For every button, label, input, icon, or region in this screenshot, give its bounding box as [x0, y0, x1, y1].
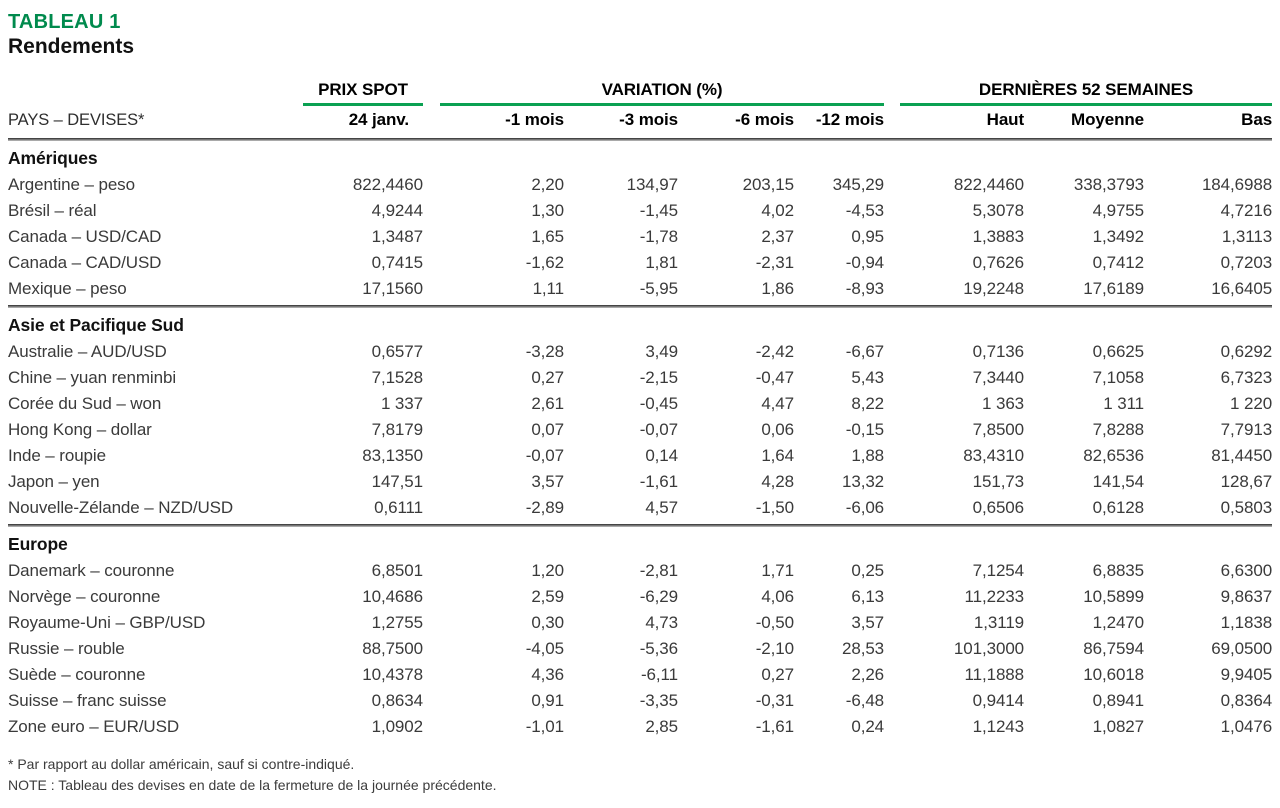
variation-value: 3,57	[531, 471, 564, 491]
group-gap	[423, 495, 440, 521]
variation-value: -1,50	[755, 497, 794, 517]
divider-rule	[8, 305, 1272, 308]
col-header-haut: Haut	[986, 109, 1025, 129]
variation-value: 1,81	[645, 252, 678, 272]
spot-value: 1,0902	[371, 716, 423, 736]
col-header-3-mois: -3 mois	[619, 109, 678, 129]
range-value: 6,7323	[1220, 367, 1273, 387]
section-header-row	[8, 311, 1272, 339]
variation-value: -2,42	[755, 341, 794, 361]
group-gap	[423, 584, 440, 610]
variation-value: -2,89	[525, 497, 564, 517]
variation-value: 0,06	[761, 419, 794, 439]
country-label: Brésil – réal	[8, 200, 97, 220]
group-gap	[884, 224, 900, 250]
range-value: 7,8288	[1092, 419, 1145, 439]
table-row	[8, 558, 1272, 584]
range-value: 0,6506	[972, 497, 1025, 517]
table-row	[8, 250, 1272, 276]
spot-value: 1,3487	[371, 226, 423, 246]
column-header-row	[8, 105, 1272, 135]
range-value: 0,7203	[1220, 252, 1273, 272]
range-value: 128,67	[1220, 471, 1273, 491]
range-value: 1,3492	[1092, 226, 1145, 246]
col-header-1-mois: -1 mois	[505, 109, 564, 129]
group-gap	[884, 339, 900, 365]
group-gap	[423, 276, 440, 302]
group-gap	[423, 688, 440, 714]
group-gap	[423, 714, 440, 740]
group-gap	[884, 443, 900, 469]
variation-value: 4,57	[645, 497, 678, 517]
variation-value: 1,30	[531, 200, 564, 220]
range-value: 9,8637	[1220, 586, 1273, 606]
variation-value: 345,29	[832, 174, 885, 194]
section-header-row	[8, 144, 1272, 172]
spot-value: 0,6111	[374, 497, 423, 517]
table-row	[8, 714, 1272, 740]
variation-value: -0,31	[755, 690, 794, 710]
range-value: 86,7594	[1083, 638, 1145, 658]
group-52-semaines: DERNIÈRES 52 SEMAINES	[900, 74, 1272, 105]
country-label: Nouvelle-Zélande – NZD/USD	[8, 497, 234, 517]
table-body	[8, 135, 1272, 740]
group-gap	[423, 558, 440, 584]
group-gap	[884, 365, 900, 391]
range-value: 1,0827	[1092, 716, 1145, 736]
page-subtitle: Rendements	[8, 35, 135, 58]
col-header-12-mois: -12 mois	[815, 109, 885, 129]
country-label: Hong Kong – dollar	[8, 419, 152, 439]
table-row	[8, 662, 1272, 688]
variation-value: -1,78	[639, 226, 678, 246]
country-label: Canada – CAD/USD	[8, 252, 162, 272]
variation-value: 1,11	[532, 278, 564, 298]
country-label: Canada – USD/CAD	[8, 226, 162, 246]
group-gap	[423, 662, 440, 688]
range-value: 0,6128	[1092, 497, 1145, 517]
range-value: 10,6018	[1083, 664, 1145, 684]
variation-value: -0,07	[525, 445, 564, 465]
variation-value: 0,14	[645, 445, 678, 465]
section-divider-cell	[8, 135, 1272, 144]
country-label: Argentine – peso	[8, 174, 135, 194]
variation-value: -6,11	[641, 664, 678, 684]
table-row	[8, 443, 1272, 469]
table-row	[8, 417, 1272, 443]
range-value: 0,5803	[1220, 497, 1273, 517]
range-value: 4,9755	[1092, 200, 1145, 220]
range-value: 17,6189	[1083, 278, 1145, 298]
range-value: 0,7136	[972, 341, 1025, 361]
section-divider-row	[8, 521, 1272, 530]
variation-value: 0,07	[531, 419, 564, 439]
range-value: 6,8835	[1092, 560, 1145, 580]
country-label: Zone euro – EUR/USD	[8, 716, 180, 736]
col-header-moyenne: Moyenne	[1071, 109, 1145, 129]
range-value: 81,4450	[1211, 445, 1273, 465]
variation-value: -6,48	[845, 690, 885, 710]
range-value: 9,9405	[1220, 664, 1273, 684]
variation-value: 0,27	[531, 367, 564, 387]
variation-value: 1,65	[531, 226, 564, 246]
spot-value: 6,8501	[371, 560, 423, 580]
group-gap	[884, 469, 900, 495]
variation-value: 0,24	[851, 716, 885, 736]
group-gap	[884, 276, 900, 302]
variation-value: -0,15	[845, 419, 885, 439]
section-divider-row	[8, 135, 1272, 144]
variation-value: 3,57	[851, 612, 885, 632]
range-value: 7,8500	[972, 419, 1025, 439]
country-label: Suisse – franc suisse	[8, 690, 167, 710]
range-value: 101,3000	[953, 638, 1025, 658]
group-gap	[884, 198, 900, 224]
variation-value: -3,28	[525, 341, 564, 361]
variation-value: -1,01	[525, 716, 564, 736]
range-value: 1 220	[1230, 393, 1273, 413]
range-value: 1,3883	[972, 226, 1025, 246]
range-value: 11,1888	[964, 664, 1025, 684]
variation-value: -4,53	[845, 200, 885, 220]
spot-value: 822,4460	[352, 174, 423, 194]
variation-value: -1,62	[525, 252, 564, 272]
section-header-row	[8, 530, 1272, 558]
variation-value: 0,25	[851, 560, 885, 580]
range-value: 7,3440	[972, 367, 1025, 387]
group-gap	[423, 339, 440, 365]
range-value: 1,3119	[973, 612, 1025, 632]
group-gap	[423, 417, 440, 443]
range-value: 1,1243	[972, 716, 1025, 736]
range-value: 0,6292	[1220, 341, 1273, 361]
group-gap	[884, 662, 900, 688]
variation-value: -2,81	[639, 560, 678, 580]
variation-value: 2,37	[761, 226, 794, 246]
variation-value: 1,88	[851, 445, 885, 465]
group-header-row	[8, 74, 1272, 105]
range-value: 1,1838	[1220, 612, 1273, 632]
range-value: 4,7216	[1220, 200, 1273, 220]
variation-value: 1,20	[531, 560, 564, 580]
col-header-24-janv: 24 janv.	[348, 109, 409, 129]
table-row	[8, 198, 1272, 224]
section-divider-cell	[8, 302, 1272, 311]
table-row	[8, 391, 1272, 417]
col-header-bas: Bas	[1241, 109, 1273, 129]
country-label: Royaume-Uni – GBP/USD	[8, 612, 206, 632]
variation-value: 203,15	[742, 174, 794, 194]
group-gap	[423, 250, 440, 276]
table-row	[8, 610, 1272, 636]
spot-value: 7,8179	[371, 419, 423, 439]
table-row	[8, 172, 1272, 198]
country-label: Suède – couronne	[8, 664, 146, 684]
group-gap	[884, 584, 900, 610]
variation-value: -1,45	[639, 200, 678, 220]
variation-value: 1,86	[761, 278, 794, 298]
range-value: 822,4460	[953, 174, 1025, 194]
country-label: Chine – yuan renminbi	[8, 367, 176, 387]
variation-value: 4,73	[645, 612, 678, 632]
group-variation: VARIATION (%)	[440, 74, 884, 105]
spot-value: 83,1350	[362, 445, 423, 465]
table-row	[8, 339, 1272, 365]
range-value: 1,0476	[1220, 716, 1273, 736]
table-row	[8, 495, 1272, 521]
footnote-note: NOTE : Tableau des devises en date de la fermeture de la journée précédente.	[8, 776, 497, 793]
table-row	[8, 688, 1272, 714]
spot-value: 0,7415	[371, 252, 423, 272]
variation-value: 4,06	[761, 586, 794, 606]
group-gap	[884, 391, 900, 417]
range-value: 16,6405	[1211, 278, 1273, 298]
group-gap	[423, 224, 440, 250]
country-label: Mexique – peso	[8, 278, 127, 298]
variation-value: 28,53	[841, 638, 885, 658]
variation-value: -0,94	[845, 252, 885, 272]
range-value: 0,9414	[972, 690, 1025, 710]
spot-value: 17,1560	[362, 278, 423, 298]
section-divider-cell	[8, 521, 1272, 530]
variation-value: -0,07	[639, 419, 678, 439]
group-gap	[884, 495, 900, 521]
section-header: Europe	[8, 533, 68, 554]
group-gap	[423, 443, 440, 469]
spot-value: 10,4378	[362, 664, 423, 684]
table-header	[8, 74, 1272, 135]
range-value: 19,2248	[963, 278, 1025, 298]
variation-value: -6,29	[639, 586, 678, 606]
spot-value: 7,1528	[371, 367, 423, 387]
section-divider-row	[8, 302, 1272, 311]
range-value: 7,1254	[972, 560, 1025, 580]
range-value: 0,7626	[972, 252, 1025, 272]
group-gap	[884, 636, 900, 662]
spot-value: 4,9244	[371, 200, 423, 220]
variation-value: -8,93	[845, 278, 885, 298]
range-value: 7,1058	[1092, 367, 1145, 387]
footnote-asterisk: * Par rapport au dollar américain, sauf si contre-indiqué.	[8, 755, 355, 772]
range-value: 7,7913	[1220, 419, 1273, 439]
variation-value: 2,59	[531, 586, 564, 606]
corner-spacer	[8, 74, 303, 105]
range-value: 1 363	[981, 393, 1025, 413]
range-value: 1,3113	[1221, 226, 1273, 246]
variation-value: 1,64	[761, 445, 794, 465]
variation-value: 4,02	[761, 200, 794, 220]
table-row	[8, 276, 1272, 302]
group-gap	[423, 610, 440, 636]
variation-value: -2,31	[755, 252, 794, 272]
group-gap	[423, 469, 440, 495]
table-row	[8, 365, 1272, 391]
variation-value: 2,26	[851, 664, 885, 684]
group-gap	[423, 105, 440, 135]
group-gap	[884, 105, 900, 135]
range-value: 0,8364	[1220, 690, 1273, 710]
range-value: 82,6536	[1083, 445, 1145, 465]
range-value: 0,7412	[1092, 252, 1145, 272]
variation-value: 13,32	[841, 471, 885, 491]
table-row	[8, 636, 1272, 662]
range-value: 11,2233	[964, 586, 1025, 606]
country-label: Corée du Sud – won	[8, 393, 162, 413]
variation-value: 5,43	[851, 367, 885, 387]
range-value: 83,4310	[963, 445, 1025, 465]
variation-value: 3,49	[645, 341, 678, 361]
range-value: 151,73	[972, 471, 1025, 491]
range-value: 338,3793	[1073, 174, 1145, 194]
table-row	[8, 224, 1272, 250]
variation-value: -1,61	[639, 471, 678, 491]
spot-value: 0,6577	[371, 341, 423, 361]
spot-value: 1 337	[380, 393, 423, 413]
divider-rule	[8, 524, 1272, 527]
footnotes	[8, 754, 1272, 796]
variation-value: 0,95	[851, 226, 885, 246]
group-gap	[884, 714, 900, 740]
group-gap	[884, 688, 900, 714]
range-value: 1,2470	[1092, 612, 1145, 632]
variation-value: -0,47	[755, 367, 794, 387]
country-label: Norvège – couronne	[8, 586, 161, 606]
variation-value: 0,27	[761, 664, 794, 684]
group-gap	[884, 250, 900, 276]
range-value: 1 311	[1103, 393, 1145, 413]
group-gap	[884, 172, 900, 198]
range-value: 10,5899	[1083, 586, 1145, 606]
col-header-pays-devises: PAYS – DEVISES*	[8, 110, 145, 129]
divider-rule	[8, 138, 1272, 141]
group-gap	[884, 417, 900, 443]
range-value: 0,6625	[1092, 341, 1145, 361]
range-value: 69,0500	[1211, 638, 1273, 658]
range-value: 5,3078	[972, 200, 1025, 220]
country-label: Japon – yen	[8, 471, 100, 491]
variation-value: 0,91	[531, 690, 564, 710]
variation-value: 8,22	[851, 393, 885, 413]
country-label: Danemark – couronne	[8, 560, 175, 580]
group-gap	[423, 365, 440, 391]
variation-value: 6,13	[851, 586, 885, 606]
variation-value: 4,47	[761, 393, 794, 413]
spot-value: 10,4686	[362, 586, 423, 606]
country-label: Inde – roupie	[8, 445, 106, 465]
variation-value: 2,61	[531, 393, 564, 413]
range-value: 0,8941	[1092, 690, 1145, 710]
range-value: 6,6300	[1220, 560, 1273, 580]
variation-value: 4,28	[761, 471, 794, 491]
section-header: Asie et Pacifique Sud	[8, 314, 184, 335]
variation-value: -2,15	[639, 367, 678, 387]
variation-value: -0,50	[755, 612, 794, 632]
variation-value: 2,20	[531, 174, 564, 194]
variation-value: -3,35	[639, 690, 678, 710]
range-value: 141,54	[1092, 471, 1145, 491]
spot-value: 0,8634	[371, 690, 423, 710]
spot-value: 88,7500	[362, 638, 423, 658]
variation-value: -2,10	[755, 638, 794, 658]
page-title: TABLEAU 1	[8, 11, 121, 33]
table-row	[8, 584, 1272, 610]
group-gap	[884, 558, 900, 584]
table-row	[8, 469, 1272, 495]
col-header-6-mois: -6 mois	[735, 109, 794, 129]
variation-value: -6,06	[845, 497, 885, 517]
group-gap	[423, 391, 440, 417]
group-gap	[423, 636, 440, 662]
group-prix-spot: PRIX SPOT	[303, 74, 423, 105]
country-label: Australie – AUD/USD	[8, 341, 167, 361]
group-gap	[423, 198, 440, 224]
variation-value: -5,95	[639, 278, 678, 298]
variation-value: 4,36	[531, 664, 564, 684]
variation-value: 1,71	[761, 560, 794, 580]
group-gap	[423, 74, 440, 105]
group-gap	[884, 74, 900, 105]
variation-value: -6,67	[845, 341, 885, 361]
variation-value: -5,36	[639, 638, 678, 658]
variation-value: -4,05	[525, 638, 564, 658]
spot-value: 1,2755	[371, 612, 423, 632]
group-gap	[884, 610, 900, 636]
variation-value: 2,85	[645, 716, 678, 736]
rendements-table	[8, 74, 1272, 740]
range-value: 184,6988	[1201, 174, 1273, 194]
spot-value: 147,51	[371, 471, 423, 491]
section-header: Amériques	[8, 147, 98, 168]
group-gap	[423, 172, 440, 198]
variation-value: -0,45	[639, 393, 678, 413]
variation-value: 134,97	[626, 174, 678, 194]
variation-value: -1,61	[755, 716, 794, 736]
variation-value: 0,30	[531, 612, 564, 632]
country-label: Russie – rouble	[8, 638, 125, 658]
